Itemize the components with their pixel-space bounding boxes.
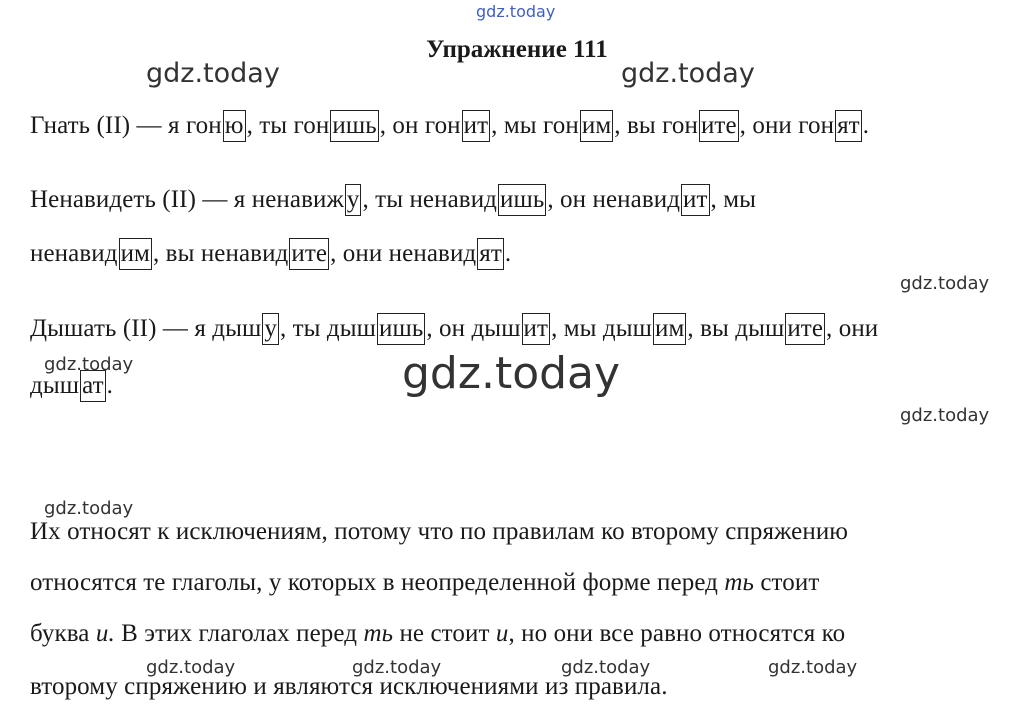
explanation-text: не стоит — [393, 620, 496, 647]
watermark: gdz.today — [44, 498, 134, 519]
conjugation-row-nenavidet-cont — [30, 238, 511, 270]
ending-box: им — [119, 238, 152, 270]
watermark: gdz.today — [621, 58, 755, 89]
stem-text: Ненавидеть (II) — я ненавиж — [30, 186, 344, 213]
ending-box: ят — [835, 110, 862, 142]
watermark-top: gdz.today — [476, 2, 556, 21]
stem-text: . — [504, 240, 512, 267]
exercise-title: Упражнение 111 — [426, 36, 608, 63]
stem-text: , вы дыш — [687, 315, 785, 342]
ending-box: ит — [681, 184, 710, 216]
conjugation-row-gnat — [30, 110, 869, 142]
watermark: gdz.today — [561, 657, 651, 678]
stem-text: , вы ненавид — [152, 240, 289, 267]
stem-text: , ты гон — [246, 112, 330, 139]
watermark: gdz.today — [352, 657, 442, 678]
watermark: gdz.today — [146, 58, 280, 89]
ending-box: им — [580, 110, 613, 142]
stem-text: , они — [826, 315, 879, 342]
ending-box: ите — [785, 313, 825, 345]
explanation-text: Их относят к исключениям, потому что по правилам ко второму спряжению — [30, 518, 849, 545]
explanation-text: стоит — [754, 569, 820, 596]
ending-box: ишь — [377, 313, 425, 345]
stem-text: Дышать (II) — я дыш — [30, 315, 262, 342]
conjugation-row-dyshat — [30, 313, 878, 345]
explanation-text: относятся те глаголы, у которых в неопределенной форме перед — [30, 569, 725, 596]
watermark: gdz.today — [44, 354, 134, 375]
watermark: gdz.today — [900, 405, 990, 426]
stem-text: , мы дыш — [551, 315, 652, 342]
italic-term: и. — [95, 620, 115, 647]
conjugation-row-dyshat-cont — [30, 370, 113, 402]
stem-text: , мы гон — [491, 112, 579, 139]
ending-box: ишь — [498, 184, 546, 216]
stem-text: , они гон — [739, 112, 835, 139]
explanation-text: буква — [30, 620, 96, 647]
explanation-text: второму спряжению и являются исключениями из правила. — [30, 673, 668, 700]
stem-text: , он гон — [379, 112, 461, 139]
explanation-line — [30, 518, 848, 546]
explanation-line — [30, 620, 845, 648]
watermark: gdz.today — [146, 657, 236, 678]
italic-term: ть — [724, 569, 754, 596]
stem-text: , они ненавид — [330, 240, 477, 267]
stem-text: , ты ненавид — [362, 186, 497, 213]
ending-box: ю — [223, 110, 246, 142]
ending-box: у — [262, 313, 279, 345]
ending-box: ит — [462, 110, 491, 142]
ending-box: ишь — [330, 110, 378, 142]
stem-text: . — [862, 112, 870, 139]
stem-text: , ты дыш — [279, 315, 376, 342]
ending-box: у — [345, 184, 362, 216]
watermark: gdz.today — [900, 273, 990, 294]
ending-box: ит — [522, 313, 551, 345]
watermark-large: gdz.today — [402, 348, 621, 399]
italic-term: и — [495, 620, 509, 647]
stem-text: ненавид — [30, 240, 118, 267]
conjugation-row-nenavidet — [30, 184, 756, 216]
stem-text: Гнать (II) — я гон — [30, 112, 222, 139]
explanation-line — [30, 673, 668, 701]
ending-box: ите — [289, 238, 329, 270]
stem-text: , он дыш — [426, 315, 521, 342]
stem-text: . — [106, 372, 114, 399]
ending-box: ат — [80, 370, 106, 402]
italic-term: ть — [363, 620, 394, 647]
ending-box: им — [653, 313, 686, 345]
watermark: gdz.today — [768, 657, 858, 678]
explanation-text: , но они все равно относятся ко — [508, 620, 846, 647]
ending-box: ите — [699, 110, 739, 142]
stem-text: , мы — [710, 186, 757, 213]
stem-text: дыш — [30, 372, 80, 399]
stem-text: , вы гон — [614, 112, 698, 139]
stem-text: , он ненавид — [547, 186, 681, 213]
explanation-line — [30, 569, 819, 597]
ending-box: ят — [477, 238, 504, 270]
explanation-text: В этих глаголах перед — [114, 620, 364, 647]
